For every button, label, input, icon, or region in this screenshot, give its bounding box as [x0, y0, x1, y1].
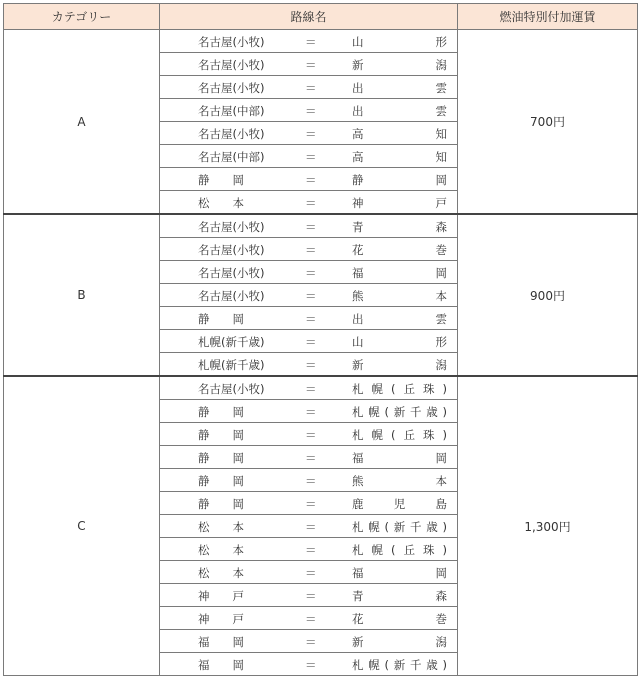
route-origin: 静 岡 [198, 312, 244, 326]
route-origin: 松 本 [198, 543, 244, 557]
table-row [4, 376, 638, 400]
route-destination: 札幌(新千歳) [352, 520, 447, 534]
route-origin: 札幌(新千歳) [198, 335, 265, 349]
header-surcharge: 燃油特別付加運賃 [458, 4, 638, 30]
route-cell [160, 284, 458, 307]
route-cell [160, 538, 458, 561]
route-cell [160, 261, 458, 284]
route-origin: 名古屋(小牧) [198, 35, 265, 49]
route-cell [160, 330, 458, 353]
route-destination: 札幌(丘珠) [352, 428, 447, 442]
route-cell [160, 191, 458, 215]
route-cell [160, 122, 458, 145]
route-separator: ＝ [305, 35, 317, 49]
route-separator: ＝ [305, 382, 317, 396]
route-destination: 出雲 [352, 104, 447, 118]
route-origin: 名古屋(小牧) [198, 266, 265, 280]
route-cell [160, 30, 458, 53]
route-destination: 熊本 [352, 289, 447, 303]
route-cell [160, 653, 458, 676]
surcharge-cell: 700円 [458, 30, 638, 215]
route-origin: 名古屋(小牧) [198, 382, 265, 396]
route-cell [160, 423, 458, 446]
route-destination: 札幌(丘珠) [352, 543, 447, 557]
route-cell [160, 307, 458, 330]
route-origin: 名古屋(中部) [198, 150, 265, 164]
route-destination: 札幌(丘珠) [352, 382, 447, 396]
route-origin: 名古屋(中部) [198, 104, 265, 118]
route-separator: ＝ [305, 335, 317, 349]
route-cell [160, 584, 458, 607]
route-separator: ＝ [305, 289, 317, 303]
route-separator: ＝ [305, 127, 317, 141]
route-separator: ＝ [305, 312, 317, 326]
route-separator: ＝ [305, 196, 317, 210]
route-origin: 名古屋(小牧) [198, 81, 265, 95]
route-origin: 福 岡 [198, 658, 244, 672]
route-cell [160, 145, 458, 168]
route-origin: 名古屋(小牧) [198, 243, 265, 257]
route-destination: 福岡 [352, 266, 447, 280]
route-separator: ＝ [305, 358, 317, 372]
header-category: カテゴリー [4, 4, 160, 30]
route-destination: 新潟 [352, 58, 447, 72]
route-destination: 神戸 [352, 196, 447, 210]
route-separator: ＝ [305, 81, 317, 95]
route-separator: ＝ [305, 243, 317, 257]
route-origin: 静 岡 [198, 405, 244, 419]
route-cell [160, 607, 458, 630]
route-separator: ＝ [305, 589, 317, 603]
route-separator: ＝ [305, 266, 317, 280]
route-cell [160, 238, 458, 261]
route-destination: 花巻 [352, 243, 447, 257]
surcharge-cell: 1,300円 [458, 376, 638, 676]
route-cell [160, 630, 458, 653]
route-cell [160, 99, 458, 122]
route-destination: 新潟 [352, 358, 447, 372]
route-cell [160, 168, 458, 191]
header-route: 路線名 [160, 4, 458, 30]
route-origin: 名古屋(小牧) [198, 220, 265, 234]
route-separator: ＝ [305, 543, 317, 557]
category-cell: A [4, 30, 160, 215]
route-separator: ＝ [305, 220, 317, 234]
route-origin: 松 本 [198, 566, 244, 580]
route-destination: 青森 [352, 589, 447, 603]
route-separator: ＝ [305, 428, 317, 442]
route-destination: 札幌(新千歳) [352, 658, 447, 672]
route-cell [160, 515, 458, 538]
route-destination: 出雲 [352, 81, 447, 95]
category-cell: B [4, 214, 160, 376]
surcharge-cell: 900円 [458, 214, 638, 376]
table-body [4, 30, 638, 676]
route-destination: 高知 [352, 150, 447, 164]
route-cell [160, 353, 458, 377]
route-destination: 出雲 [352, 312, 447, 326]
route-destination: 高知 [352, 127, 447, 141]
route-separator: ＝ [305, 635, 317, 649]
route-separator: ＝ [305, 612, 317, 626]
route-destination: 山形 [352, 35, 447, 49]
route-cell [160, 469, 458, 492]
route-destination: 鹿児島 [352, 497, 447, 511]
route-separator: ＝ [305, 405, 317, 419]
route-destination: 青森 [352, 220, 447, 234]
route-origin: 福 岡 [198, 635, 244, 649]
route-separator: ＝ [305, 566, 317, 580]
route-separator: ＝ [305, 104, 317, 118]
route-origin: 名古屋(小牧) [198, 289, 265, 303]
route-cell [160, 446, 458, 469]
route-cell [160, 376, 458, 400]
route-cell [160, 76, 458, 99]
route-cell [160, 492, 458, 515]
route-separator: ＝ [305, 150, 317, 164]
route-destination: 山形 [352, 335, 447, 349]
route-origin: 静 岡 [198, 451, 244, 465]
route-destination: 札幌(新千歳) [352, 405, 447, 419]
table-row [4, 30, 638, 53]
route-origin: 松 本 [198, 196, 244, 210]
route-origin: 静 岡 [198, 428, 244, 442]
route-cell [160, 214, 458, 238]
route-cell [160, 53, 458, 76]
route-origin: 名古屋(小牧) [198, 58, 265, 72]
route-origin: 神 戸 [198, 589, 244, 603]
route-separator: ＝ [305, 497, 317, 511]
route-origin: 静 岡 [198, 497, 244, 511]
route-separator: ＝ [305, 474, 317, 488]
route-destination: 花巻 [352, 612, 447, 626]
route-separator: ＝ [305, 658, 317, 672]
route-separator: ＝ [305, 58, 317, 72]
route-separator: ＝ [305, 173, 317, 187]
route-origin: 松 本 [198, 520, 244, 534]
route-origin: 静 岡 [198, 173, 244, 187]
route-destination: 福岡 [352, 566, 447, 580]
route-origin: 札幌(新千歳) [198, 358, 265, 372]
route-destination: 福岡 [352, 451, 447, 465]
route-origin: 静 岡 [198, 474, 244, 488]
route-destination: 静岡 [352, 173, 447, 187]
category-cell: C [4, 376, 160, 676]
route-origin: 神 戸 [198, 612, 244, 626]
route-separator: ＝ [305, 520, 317, 534]
route-cell [160, 400, 458, 423]
table-row [4, 214, 638, 238]
route-cell [160, 561, 458, 584]
route-origin: 名古屋(小牧) [198, 127, 265, 141]
route-separator: ＝ [305, 451, 317, 465]
header-row [4, 4, 638, 30]
route-destination: 熊本 [352, 474, 447, 488]
fuel-surcharge-table [3, 3, 638, 676]
route-destination: 新潟 [352, 635, 447, 649]
